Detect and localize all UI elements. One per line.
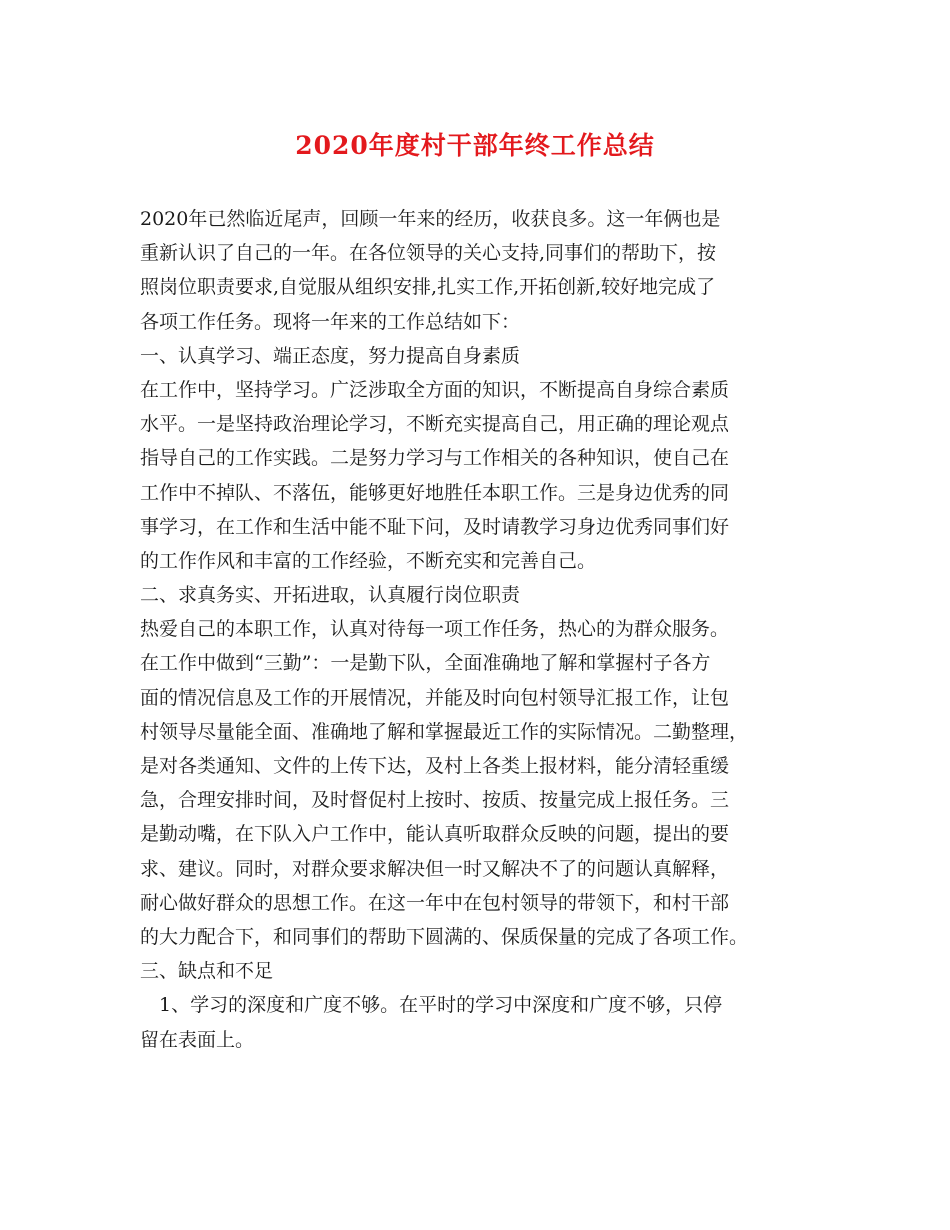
document-body [140, 202, 820, 1057]
body-line: 水平。一是坚持政治理论学习，不断充实提高自己，用正确的理论观点 [140, 413, 730, 436]
body-line: 2020年已然临近尾声，回顾一年来的经历，收获良多。这一年俩也是 [140, 208, 721, 230]
section-heading-1: 一、认真学习、端正态度，努力提高自身素质 [140, 344, 521, 367]
body-line: 照岗位职责要求,自觉服从组织安排,扎实工作,开拓创新,较好地完成了 [140, 276, 716, 299]
body-line: 是勤动嘴，在下队入户工作中，能认真听取群众反映的问题，提出的要 [140, 823, 730, 846]
body-line: 工作中不掉队、不落伍，能够更好地胜任本职工作。三是身边优秀的同 [140, 481, 730, 504]
list-item-line: 1、学习的深度和广度不够。在平时的学习中深度和广度不够，只停 [159, 994, 723, 1017]
body-line: 的大力配合下，和同事们的帮助下圆满的、保质保量的完成了各项工作。 [140, 925, 749, 948]
body-line: 事学习，在工作和生活中能不耻下问，及时请教学习身边优秀同事们好 [140, 515, 730, 538]
section-heading-3: 三、缺点和不足 [140, 960, 274, 983]
section-heading-2: 二、求真务实、开拓进取，认真履行岗位职责 [140, 584, 521, 607]
body-line: 重新认识了自己的一年。在各位领导的关心支持,同事们的帮助下，按 [140, 242, 717, 265]
body-line: 求、建议。同时，对群众要求解决但一时又解决不了的问题认真解释， [140, 857, 730, 880]
body-line: 指导自己的工作实践。二是努力学习与工作相关的各种知识，使自己在 [140, 447, 730, 470]
body-line: 热爱自己的本职工作，认真对待每一项工作任务，热心的为群众服务。 [140, 618, 730, 641]
body-line: 留在表面上。 [140, 1028, 255, 1051]
body-line: 各项工作任务。现将一年来的工作总结如下： [140, 310, 521, 333]
body-line: 急，合理安排时间，及时督促村上按时、按质、按量完成上报任务。三 [140, 789, 730, 812]
body-line: 在工作中做到“三勤”：一是勤下队，全面准确地了解和掌握村子各方 [140, 652, 711, 675]
body-line: 的工作作风和丰富的工作经验，不断充实和完善自己。 [140, 549, 597, 572]
body-line: 耐心做好群众的思想工作。在这一年中在包村领导的带领下，和村干部 [140, 891, 730, 914]
body-line: 村领导尽量能全面、准确地了解和掌握最近工作的实际情况。二勤整理， [140, 720, 749, 743]
body-line: 面的情况信息及工作的开展情况，并能及时向包村领导汇报工作，让包 [140, 686, 730, 709]
body-line: 在工作中，坚持学习。广泛涉取全方面的知识，不断提高自身综合素质 [140, 378, 730, 401]
body-line: 是对各类通知、文件的上传下达，及村上各类上报材料，能分清轻重缓 [140, 755, 730, 777]
document-title: 2020年度村干部年终工作总结 [295, 131, 655, 160]
